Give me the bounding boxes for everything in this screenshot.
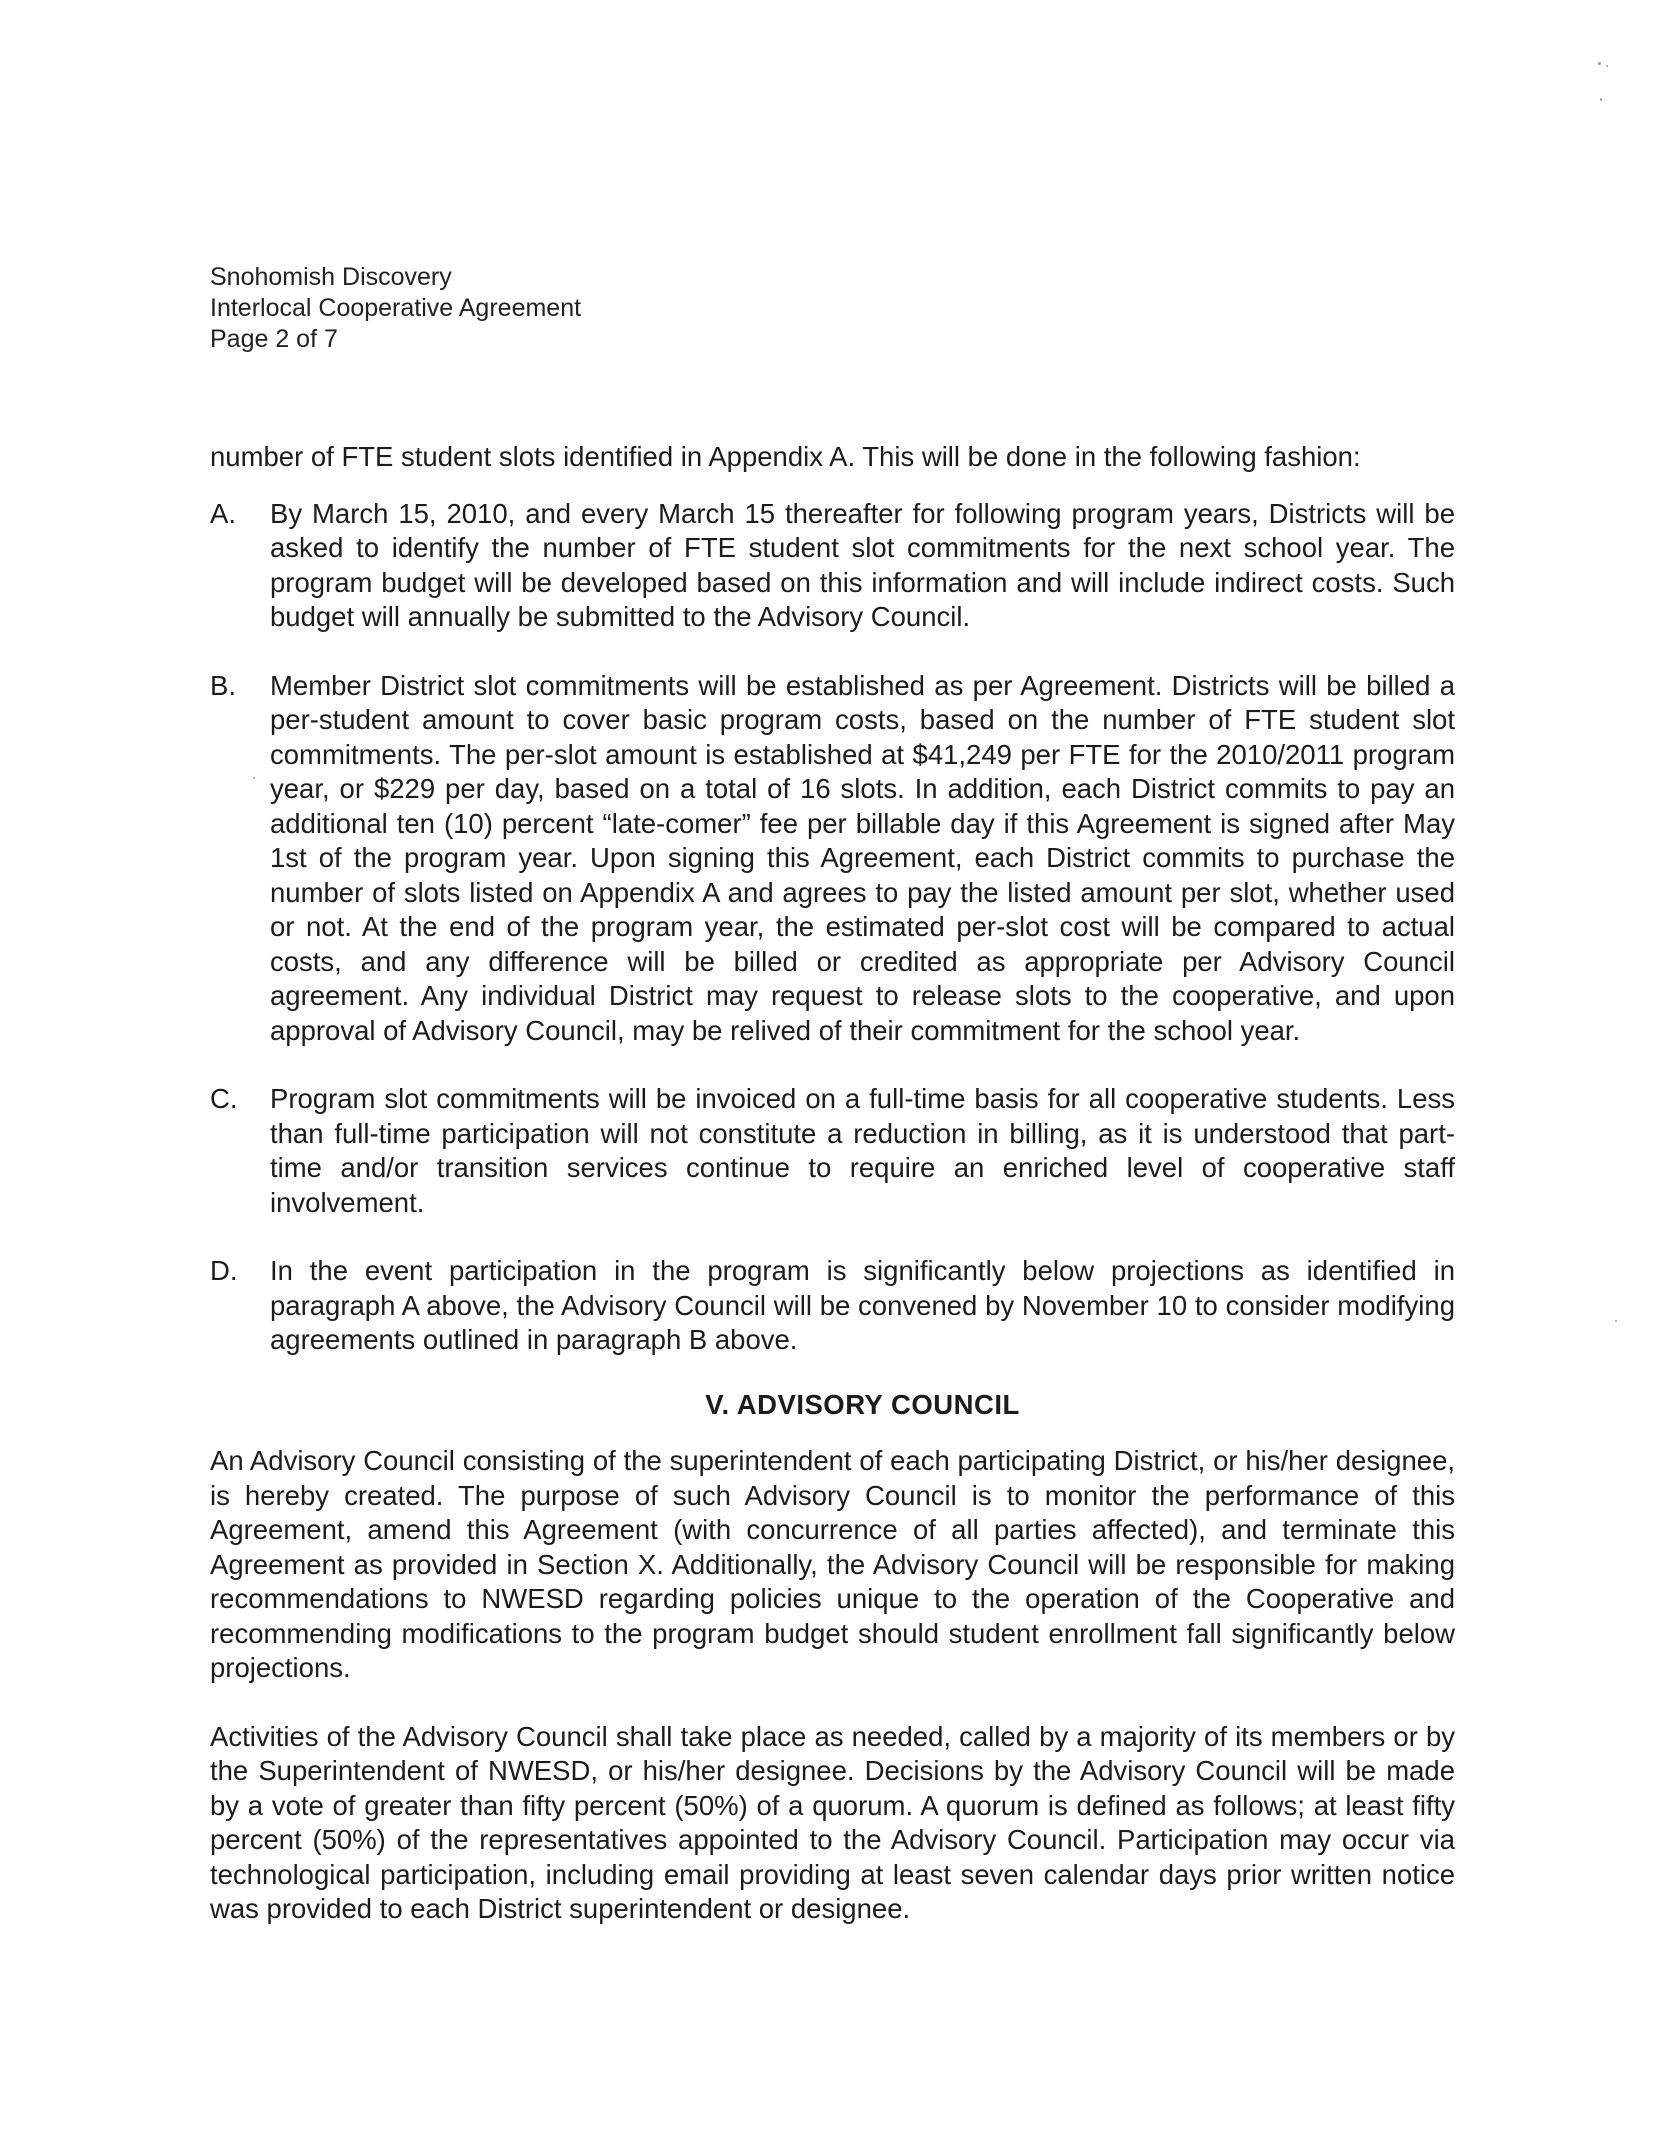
list-item-letter: B. [210,669,236,701]
document-body [210,440,1455,1961]
scan-speck [1606,65,1608,67]
header-page-number: Page 2 of 7 [210,325,338,353]
document-header [210,262,581,355]
list-item-text: In the event participation in the program is significantly below projections as identified in paragraph A above, the Advisory Council will be convened by November 10 to consider modifying agreements outlined in paragraph B above. [270,1255,1455,1355]
list-item-text: Program slot commitments will be invoiced on a full-time basis for all cooperative students. Less than full-time participation will not constitute a reduction in billing, as it is understood that part-time and/or transition services continue to require an enriched level of cooperative staff involvement. [270,1083,1455,1218]
scan-speck [1598,62,1601,65]
section-heading: V. ADVISORY COUNCIL [705,1388,1020,1420]
list-item-c [210,1082,1455,1220]
list-item-letter: C. [210,1083,238,1114]
body-paragraph: Activities of the Advisory Council shall take place as needed, called by a majority of its members or by the Superintendent of NWESD, or his/her designee. Decisions by the Advisory Council will be made by a vote of greater than fifty percent (50%) of a quorum. A quorum is defined as follows; at least fifty percent (50%) of the representatives appointed to the Advisory Council. Participation may occur via technological participation, including email providing at least seven calendar days prior written notice was provided to each District superintendent or designee. [210,1720,1455,1924]
scan-speck [1615,1320,1617,1322]
list-item-letter: D. [210,1255,238,1286]
header-title-line: Interlocal Cooperative Agreement [210,294,582,322]
body-paragraph: An Advisory Council consisting of the superintendent of each participating District, or his/her designee, is hereby created. The purpose of such Advisory Council is to monitor the performance of this Agreement, amend this Agreement (with concurrence of all parties affected), and terminate this Agreement as provided in Section X. Additionally, the Advisory Council will be responsible for making recommendations to NWESD regarding policies unique to the operation of the Cooperative and recommending modifications to the program budget should student enrollment fall significantly below projections. [210,1445,1455,1683]
list-item-text: Member District slot commitments will be established as per Agreement. Districts will be billed a per-student amount to cover basic program costs, based on the number of FTE student slot commitments. The per-slot amount is established at $41,249 per FTE for the 2010/2011 program year, or $229 per day, based on a total of 16 slots. In addition, each District commits to pay an additional ten (10) percent “late-comer” fee per billable day if this Agreement is signed after May 1st of the program year. Upon signing this Agreement, each District commits to purchase the number of slots listed on Appendix A and agrees to pay the listed amount per slot, whether used or not. At the end of the program year, the estimated per-slot cost will be compared to actual costs, and any difference will be billed or credited as appropriate per Advisory Council agreement. Any individual District may request to release slots to the cooperative, and upon approval of Advisory Council, may be relived of their commitment for the school year. [270,669,1455,1046]
list-item-letter: A. [210,497,236,529]
list-item-b [210,669,1455,1049]
intro-sentence: number of FTE student slots identified in Appendix A. This will be done in the following fashion: [210,441,1361,472]
header-org-line: Snohomish Discovery [210,263,452,291]
scan-speck [1600,98,1602,101]
list-item-a [210,497,1455,635]
list-item-d [210,1254,1455,1358]
list-item-text: By March 15, 2010, and every March 15 thereafter for following program years, Districts will be asked to identify the number of FTE student slot commitments for the next school year. The program budget will be developed based on this information and will include indirect costs. Such budget will annually be submitted to the Advisory Council. [270,497,1455,632]
